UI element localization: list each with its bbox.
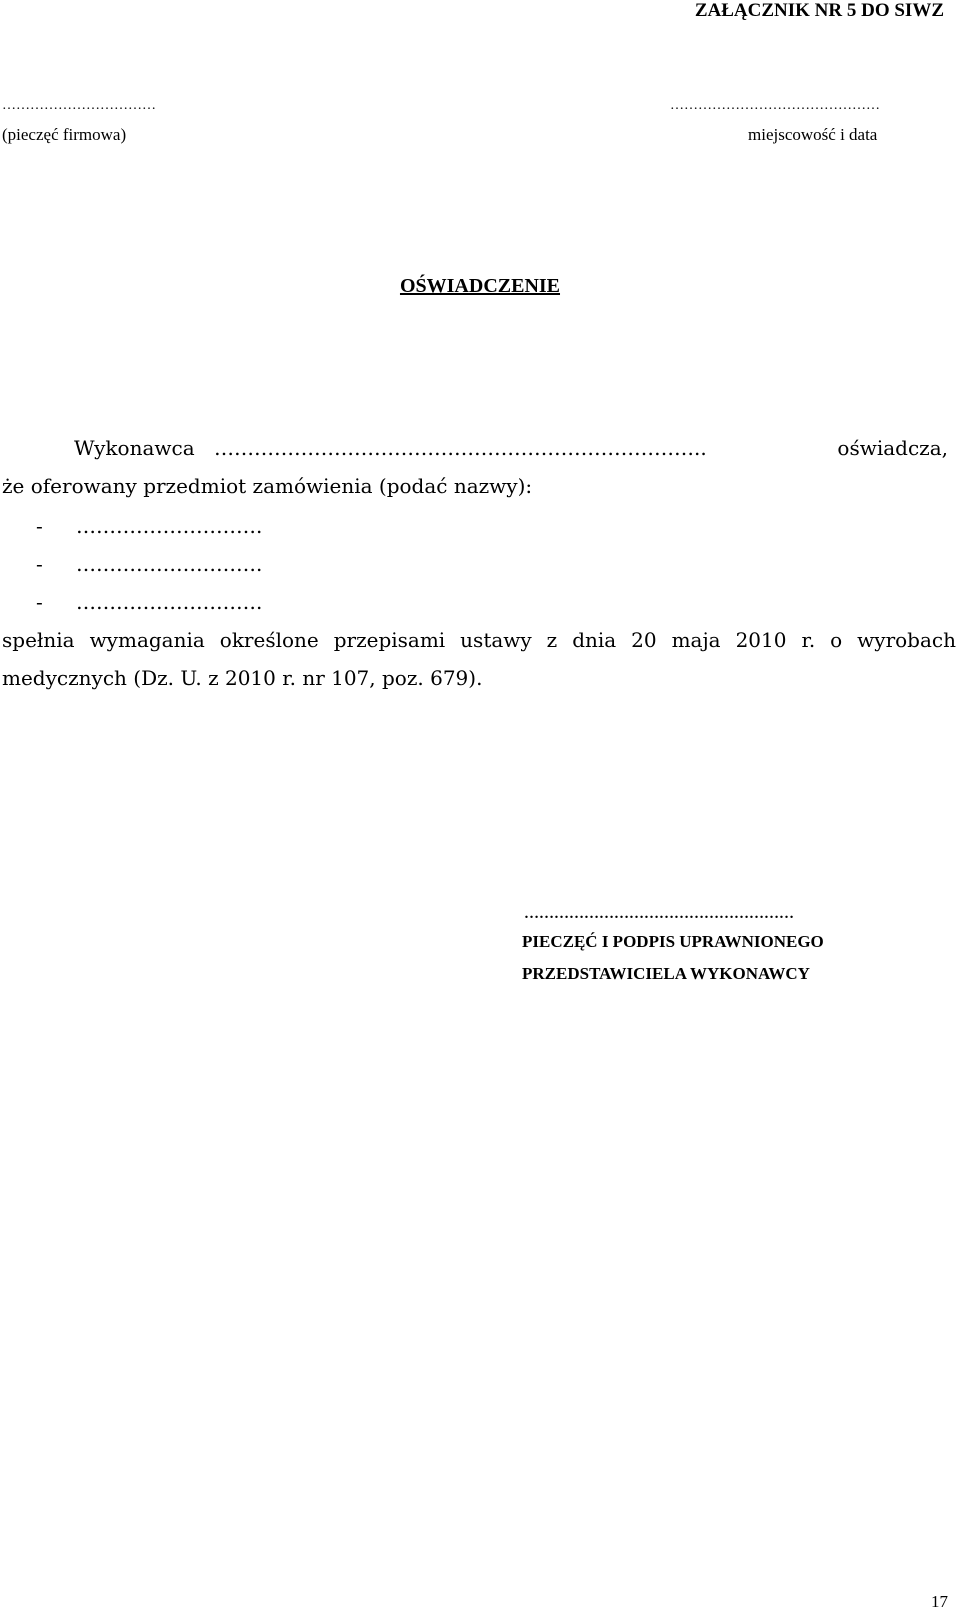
list-item	[36, 514, 262, 538]
list-item	[36, 590, 262, 614]
contractor-label: Wykonawca	[74, 436, 195, 460]
list-dots: ……………………….	[76, 552, 263, 576]
list-dash: -	[36, 552, 43, 576]
list-dots: ……………………….	[76, 514, 263, 538]
statement-line-2: medycznych (Dz. U. z 2010 r. nr 107, poz. 679).	[2, 666, 483, 690]
stamp-dots: ……………………………	[2, 98, 156, 113]
list-dash: -	[36, 514, 43, 538]
list-item	[36, 552, 262, 576]
place-date-dots: ………………………………………	[670, 98, 880, 113]
list-dash: -	[36, 590, 43, 614]
signature-line-1: PIECZĘĆ I PODPIS UPRAWNIONEGO	[522, 932, 824, 951]
place-date-caption: miejscowość i data	[748, 125, 878, 144]
statement-line-1: spełnia wymagania określone przepisami ustawy z dnia 20 maja 2010 r. o wyrobach	[2, 628, 956, 652]
subject-line: że oferowany przedmiot zamówienia (podać nazwy):	[2, 474, 533, 498]
signature-dots: ………………………………………………	[524, 906, 794, 922]
list-dots: ……………………….	[76, 590, 263, 614]
declares-text: oświadcza,	[837, 436, 948, 460]
page-number: 17	[931, 1592, 948, 1611]
signature-line-2: PRZEDSTAWICIELA WYKONAWCY	[522, 964, 810, 983]
annex-title: ZAŁĄCZNIK NR 5 DO SIWZ	[694, 0, 944, 21]
document-heading: OŚWIADCZENIE	[399, 275, 561, 297]
contractor-dots: ………………………………………………………………..	[214, 436, 707, 460]
stamp-caption: (pieczęć firmowa)	[2, 125, 127, 144]
